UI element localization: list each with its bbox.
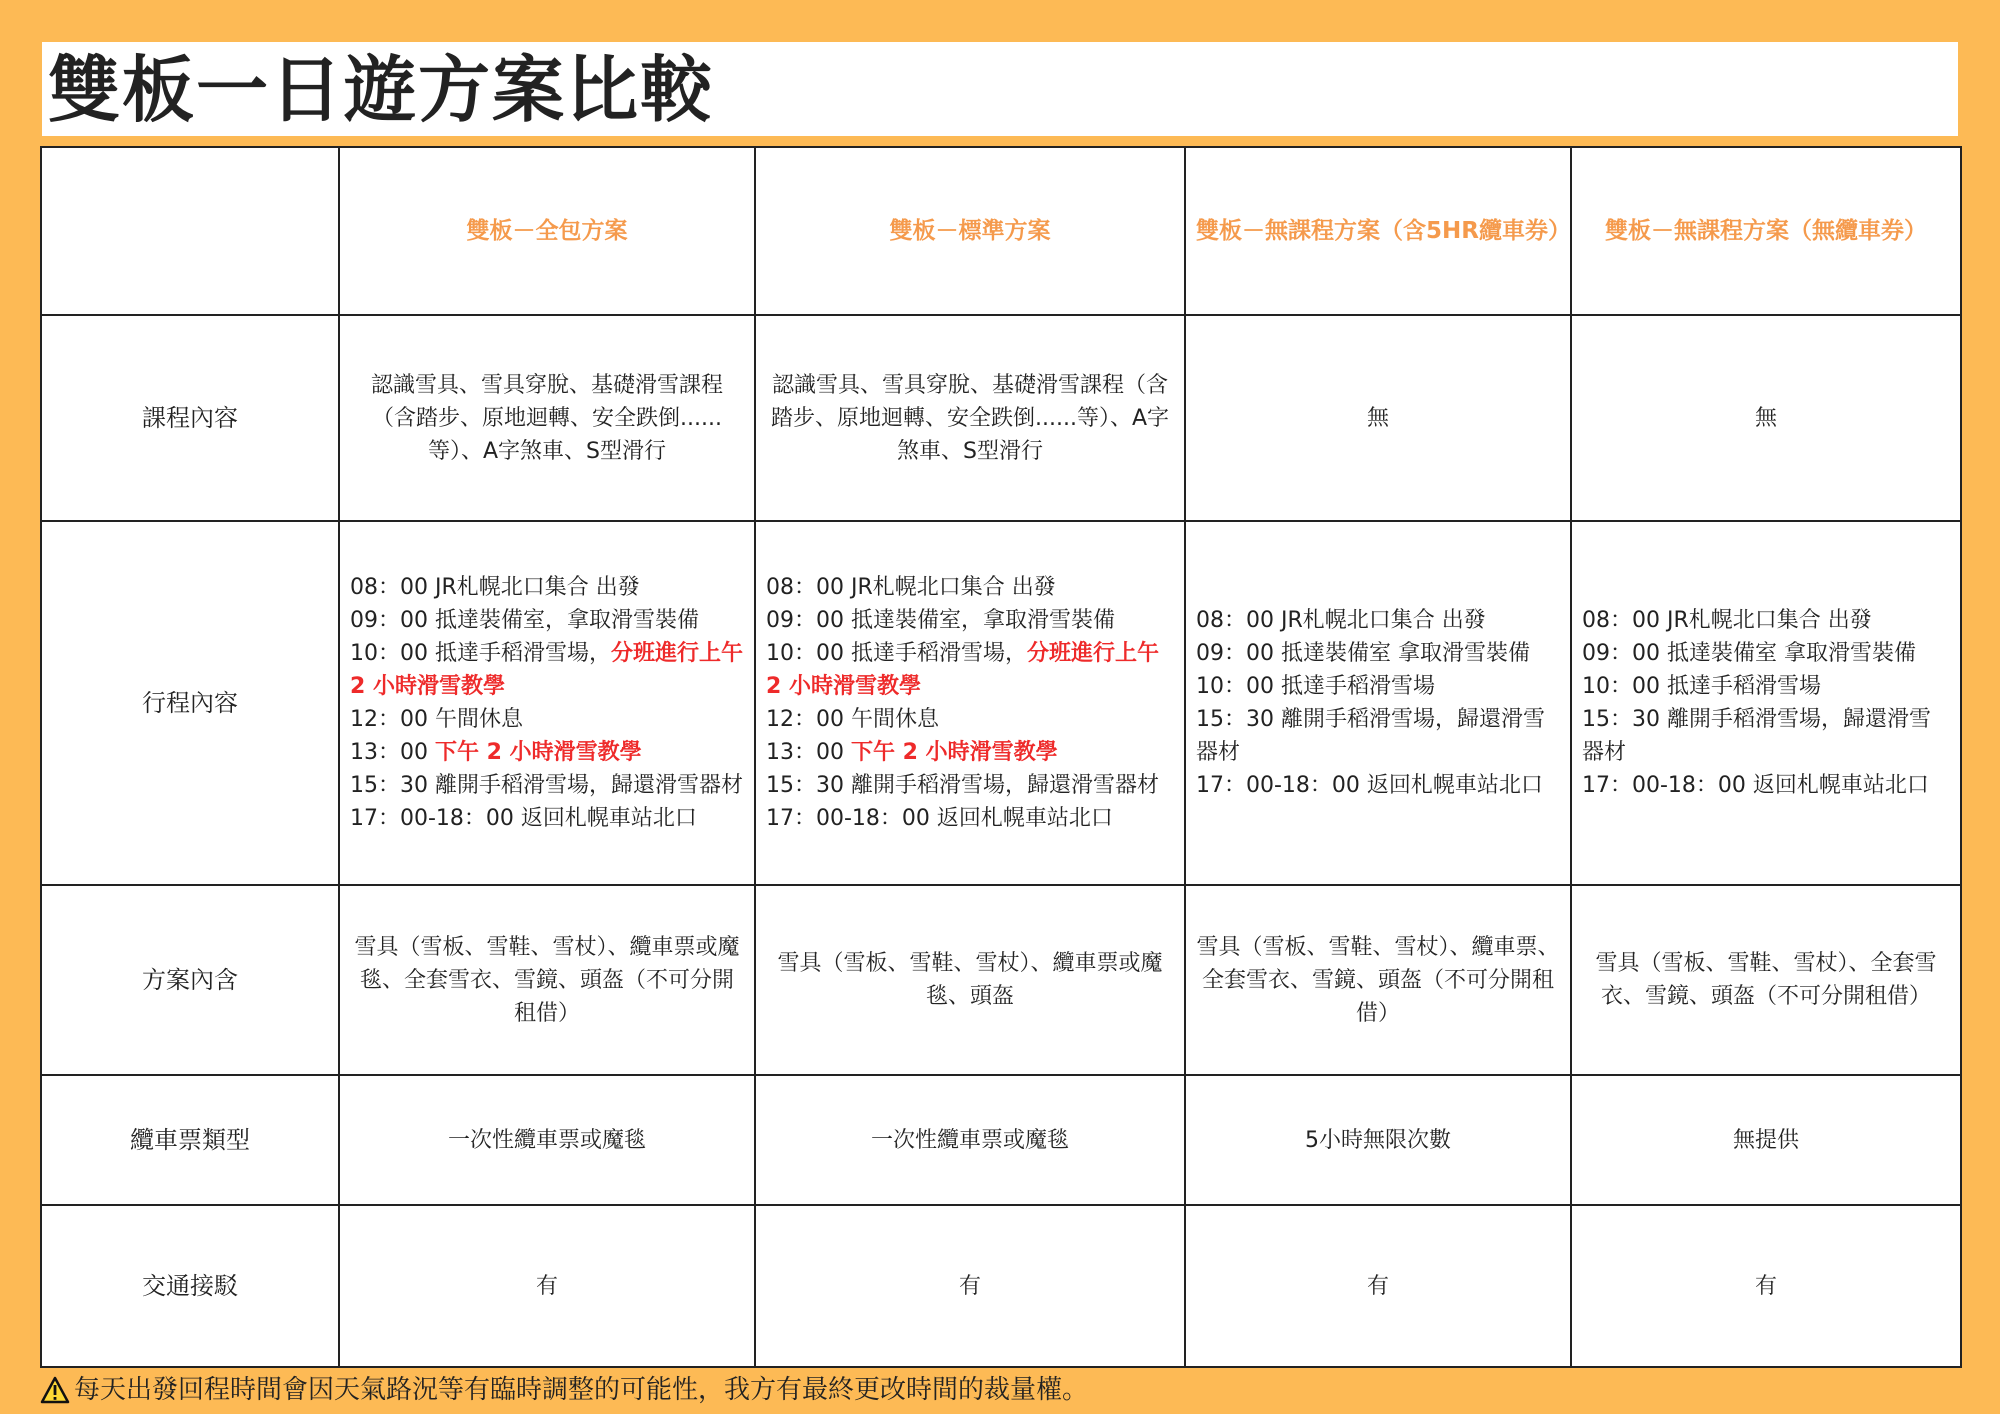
course-cell: 認識雪具、雪具穿脫、基礎滑雪課程（含踏步、原地迴轉、安全跌倒......等）、A字煞車、S型滑行 (339, 315, 755, 521)
col-header-nocourse-5hr: 雙板－無課程方案（含5HR纜車券） (1185, 147, 1571, 315)
schedule-text: 10：00 抵達手稻滑雪場， (350, 641, 611, 666)
schedule-cell-nocourse-5hr (1185, 521, 1571, 885)
schedule-line: 17：00-18：00 返回札幌車站北口 (350, 806, 697, 831)
transport-cell: 有 (755, 1205, 1185, 1367)
schedule-line: 10：00 抵達手稻滑雪場 (1196, 674, 1435, 699)
schedule-line: 17：00-18：00 返回札幌車站北口 (1196, 773, 1543, 798)
schedule-line: 15：30 離開手稻滑雪場，歸還滑雪器材 (1582, 707, 1931, 765)
schedule-line: 09：00 抵達裝備室，拿取滑雪裝備 (766, 608, 1115, 633)
schedule-cell-full (339, 521, 755, 885)
transport-cell: 有 (339, 1205, 755, 1367)
schedule-line: 15：30 離開手稻滑雪場，歸還滑雪器材 (350, 773, 743, 798)
includes-cell: 雪具（雪板、雪鞋、雪杖）、纜車票或魔毯、全套雪衣、雪鏡、頭盔（不可分開租借） (339, 885, 755, 1075)
ticket-cell: 一次性纜車票或魔毯 (339, 1075, 755, 1205)
includes-cell: 雪具（雪板、雪鞋、雪杖）、纜車票或魔毯、頭盔 (755, 885, 1185, 1075)
schedule-line: 15：30 離開手稻滑雪場，歸還滑雪器材 (766, 773, 1159, 798)
title-bar (42, 42, 1958, 136)
notice (40, 1370, 1088, 1410)
schedule-line: 09：00 抵達裝備室 拿取滑雪裝備 (1196, 641, 1530, 666)
col-header-nocourse-none: 雙板－無課程方案（無纜車券） (1571, 147, 1961, 315)
comparison-table (40, 146, 1962, 1368)
ticket-cell: 無提供 (1571, 1075, 1961, 1205)
header-row (41, 147, 1961, 315)
schedule-text: 13：00 (350, 740, 435, 765)
schedule-line (766, 736, 1174, 769)
schedule-text: 10：00 抵達手稻滑雪場， (766, 641, 1027, 666)
schedule-line: 10：00 抵達手稻滑雪場 (1582, 674, 1821, 699)
col-header-full: 雙板－全包方案 (339, 147, 755, 315)
course-cell: 無 (1571, 315, 1961, 521)
highlight-text: 分班進行上午 2 小時滑雪教學 (766, 641, 1159, 699)
schedule-line: 08：00 JR札幌北口集合 出發 (350, 575, 640, 600)
schedule-line: 12：00 午間休息 (766, 707, 939, 732)
row-label-includes: 方案內含 (41, 885, 339, 1075)
schedule-row (41, 521, 1961, 885)
course-cell: 無 (1185, 315, 1571, 521)
warning-icon (40, 1376, 70, 1404)
schedule-line: 08：00 JR札幌北口集合 出發 (766, 575, 1056, 600)
row-label-ticket: 纜車票類型 (41, 1075, 339, 1205)
highlight-text: 分班進行上午 2 小時滑雪教學 (350, 641, 743, 699)
ticket-cell: 5小時無限次數 (1185, 1075, 1571, 1205)
schedule-line: 08：00 JR札幌北口集合 出發 (1582, 608, 1872, 633)
transport-cell: 有 (1571, 1205, 1961, 1367)
schedule-line: 17：00-18：00 返回札幌車站北口 (766, 806, 1113, 831)
schedule-line: 09：00 抵達裝備室，拿取滑雪裝備 (350, 608, 699, 633)
corner-cell (41, 147, 339, 315)
course-cell: 認識雪具、雪具穿脫、基礎滑雪課程（含踏步、原地迴轉、安全跌倒......等）、A字煞車、S型滑行 (755, 315, 1185, 521)
schedule-cell-nocourse-none (1571, 521, 1961, 885)
schedule-line: 15：30 離開手稻滑雪場，歸還滑雪器材 (1196, 707, 1545, 765)
includes-cell: 雪具（雪板、雪鞋、雪杖）、纜車票、全套雪衣、雪鏡、頭盔（不可分開租借） (1185, 885, 1571, 1075)
row-label-schedule: 行程內容 (41, 521, 339, 885)
col-header-standard: 雙板－標準方案 (755, 147, 1185, 315)
ticket-row (41, 1075, 1961, 1205)
comparison-table-container (40, 146, 1960, 1366)
course-row (41, 315, 1961, 521)
schedule-line: 17：00-18：00 返回札幌車站北口 (1582, 773, 1929, 798)
schedule-cell-standard (755, 521, 1185, 885)
includes-cell: 雪具（雪板、雪鞋、雪杖）、全套雪衣、雪鏡、頭盔（不可分開租借） (1571, 885, 1961, 1075)
page-title: 雙板一日遊方案比較 (48, 48, 715, 132)
row-label-course: 課程內容 (41, 315, 339, 521)
schedule-text: 13：00 (766, 740, 851, 765)
ticket-cell: 一次性纜車票或魔毯 (755, 1075, 1185, 1205)
schedule-line (350, 637, 744, 703)
schedule-line (766, 637, 1174, 703)
schedule-line: 08：00 JR札幌北口集合 出發 (1196, 608, 1486, 633)
row-label-transport: 交通接駁 (41, 1205, 339, 1367)
highlight-text: 下午 2 小時滑雪教學 (850, 740, 1058, 765)
includes-row (41, 885, 1961, 1075)
notice-text: 每天出發回程時間會因天氣路況等有臨時調整的可能性，我方有最終更改時間的裁量權。 (74, 1375, 1089, 1405)
highlight-text: 下午 2 小時滑雪教學 (434, 740, 642, 765)
schedule-line (350, 736, 744, 769)
transport-row (41, 1205, 1961, 1367)
schedule-line: 09：00 抵達裝備室 拿取滑雪裝備 (1582, 641, 1916, 666)
transport-cell: 有 (1185, 1205, 1571, 1367)
schedule-line: 12：00 午間休息 (350, 707, 523, 732)
